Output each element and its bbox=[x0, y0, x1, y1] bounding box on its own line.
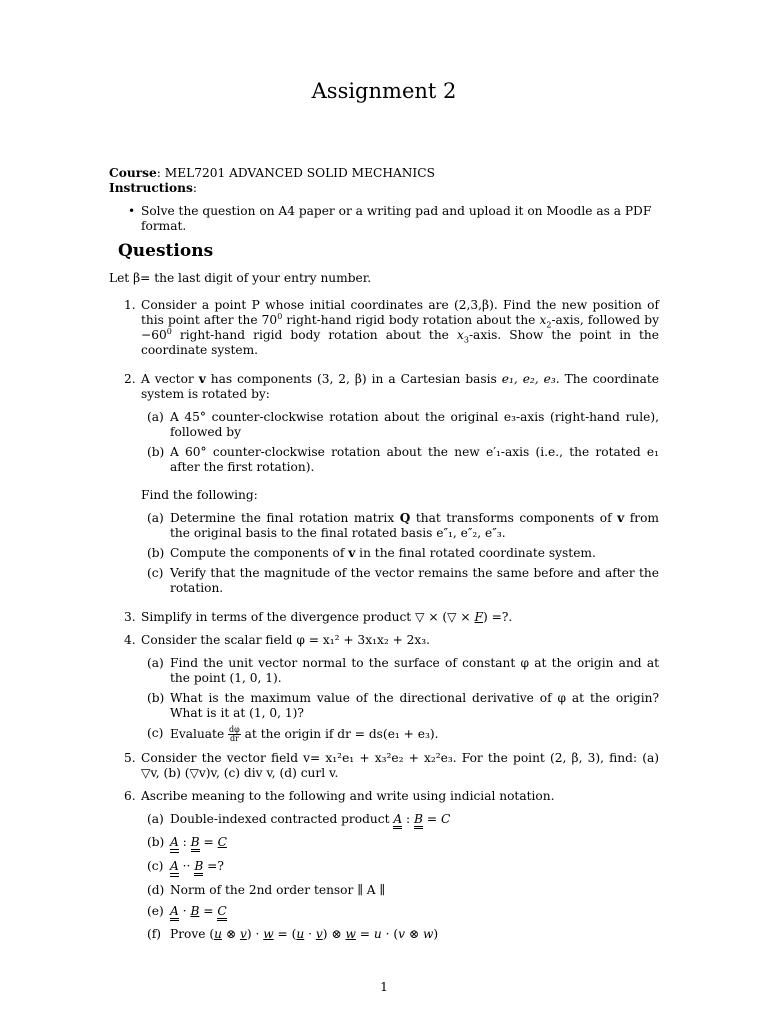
subquestion-item: (a) Find the unit vector normal to the surface of constant φ at the origin and at the point (1, 0, 1). bbox=[147, 656, 659, 685]
question-number: 2. bbox=[124, 372, 136, 386]
rotation-item: (a) A 45° counter-clockwise rotation about the original e₃-axis (right-hand rule), followed by bbox=[147, 410, 659, 439]
question-5: 5. Consider the vector field v= x₁²e₁ + x₃²e₂ + x₂²e₃. For the point (2, β, 3), find: (a) ▽v, (b) (▽v)v, (c) div v, (d) curl v. bbox=[124, 751, 659, 780]
question-2: 2. A vector v has components (3, 2, β) in a Cartesian basis e₁, e₂, e₃. The coordinate system is rotated by: (a) A 45° counter-clockwise rotation about the original e₃-axis (right-hand rule), followed by (b) A 60° counter-clockwise rotation about the new e′₁-axis (i.e., the rotated e₁ after the first rotation). Find the following: (a) Determine the final rotation matrix Q that transforms components of v from the original basis to the final rotated basis e″₁, e″₂, e″₃. (b) Compute the components of v in the final rotated coordinate system. (c) Verify that the magnitude of the vector remains the same before and after the rotation. bbox=[124, 372, 659, 595]
question-3: 3. Simplify in terms of the divergence product ▽ × (▽ × F) =?. bbox=[124, 610, 513, 624]
subquestion-item: (f) Prove (u ⊗ v) · w = (u · v) ⊗ w = u · (v ⊗ w) bbox=[147, 927, 439, 941]
instructions-list bbox=[128, 204, 668, 234]
course-block: Course: MEL7201 ADVANCED SOLID MECHANICS Instructions: bbox=[109, 166, 435, 195]
instruction-item: Solve the question on A4 paper or a writing pad and upload it on Moodle as a PDF format. bbox=[141, 204, 652, 233]
question-number: 3. bbox=[124, 610, 136, 624]
question-4: 4. Consider the scalar field φ = x₁² + 3x₁x₂ + 2x₃. (a) Find the unit vector normal to the surface of constant φ at the origin and at the point (1, 0, 1). (b) What is the maximum value of the directional derivative of φ at the origin? What is it at (1, 0, 1)? (c) Evaluate $\frac{d\varphi}{dr}$ at the origin if dr = ds(e₁ + e₃). bbox=[124, 633, 659, 743]
question-1: 1. Consider a point P whose initial coordinates are (2,3,β). Find the new position of this point after the $70^0$ right-hand rigid body rotation about the $x_2$-axis, followed by $-60^0$ right-hand rigid body rotation about the $x_3$-axis. Show the point in the coordinate system. bbox=[124, 298, 659, 357]
subquestion-list bbox=[141, 656, 659, 743]
rotation-list bbox=[141, 410, 659, 475]
subquestion-item: (c) Evaluate $\frac{d\varphi}{dr}$ at the origin if dr = ds(e₁ + e₃). bbox=[147, 725, 439, 743]
page-title: Assignment 2 bbox=[311, 79, 457, 103]
subquestion-item: (a) Double-indexed contracted product A : B = C bbox=[141, 812, 659, 829]
subquestion-item: (d) Norm of the 2nd order tensor ∥ A ∥ bbox=[147, 883, 386, 897]
instructions-label: Instructions bbox=[109, 181, 193, 195]
find-item: (b) Compute the components of v in the final rotated coordinate system. bbox=[147, 546, 596, 560]
page-number: 1 bbox=[380, 980, 388, 994]
question-number: 1. bbox=[124, 298, 136, 312]
find-label: Find the following: bbox=[141, 488, 258, 502]
questions-heading: Questions bbox=[118, 241, 214, 261]
find-item: (a) Determine the final rotation matrix Q that transforms components of v from the original basis to the final rotated basis e″₁, e″₂, e″₃. bbox=[147, 511, 659, 540]
subquestion-list bbox=[141, 812, 659, 942]
bullet-icon: • bbox=[128, 204, 136, 218]
subquestion-item: (e) A · B = C bbox=[141, 904, 659, 921]
find-item: (c) Verify that the magnitude of the vector remains the same before and after the rotation. bbox=[147, 566, 659, 595]
intro-text: Let β= the last digit of your entry number. bbox=[109, 271, 372, 285]
question-number: 4. bbox=[124, 633, 136, 647]
questions-list bbox=[109, 298, 659, 942]
question-number: 6. bbox=[124, 789, 136, 803]
question-number: 5. bbox=[124, 751, 136, 765]
subquestion-item: (c) A ·· B =? bbox=[141, 859, 659, 877]
subquestion-item: (b) A : B = C bbox=[141, 835, 659, 853]
subquestion-item: (b) What is the maximum value of the directional derivative of φ at the origin? What is it at (1, 0, 1)? bbox=[147, 691, 659, 720]
course-value: MEL7201 ADVANCED SOLID MECHANICS bbox=[164, 166, 435, 180]
question-6: 6. Ascribe meaning to the following and write using indicial notation. (a) Double-indexed contracted product A : B = C (b) A : B = C (c) A ·· B =? (d) Norm of the 2nd order tensor ∥ A ∥ (e) A · B = C (f) Prove (u ⊗ v) · w = (u · v) ⊗ w = u · (v ⊗ w) bbox=[109, 789, 659, 942]
rotation-item: (b) A 60° counter-clockwise rotation about the new e′₁-axis (i.e., the rotated e₁ after the first rotation). bbox=[147, 445, 659, 474]
course-label: Course bbox=[109, 166, 157, 180]
find-list bbox=[141, 511, 659, 596]
derivative-fraction: $\frac{d\varphi}{dr}$ bbox=[229, 725, 240, 743]
